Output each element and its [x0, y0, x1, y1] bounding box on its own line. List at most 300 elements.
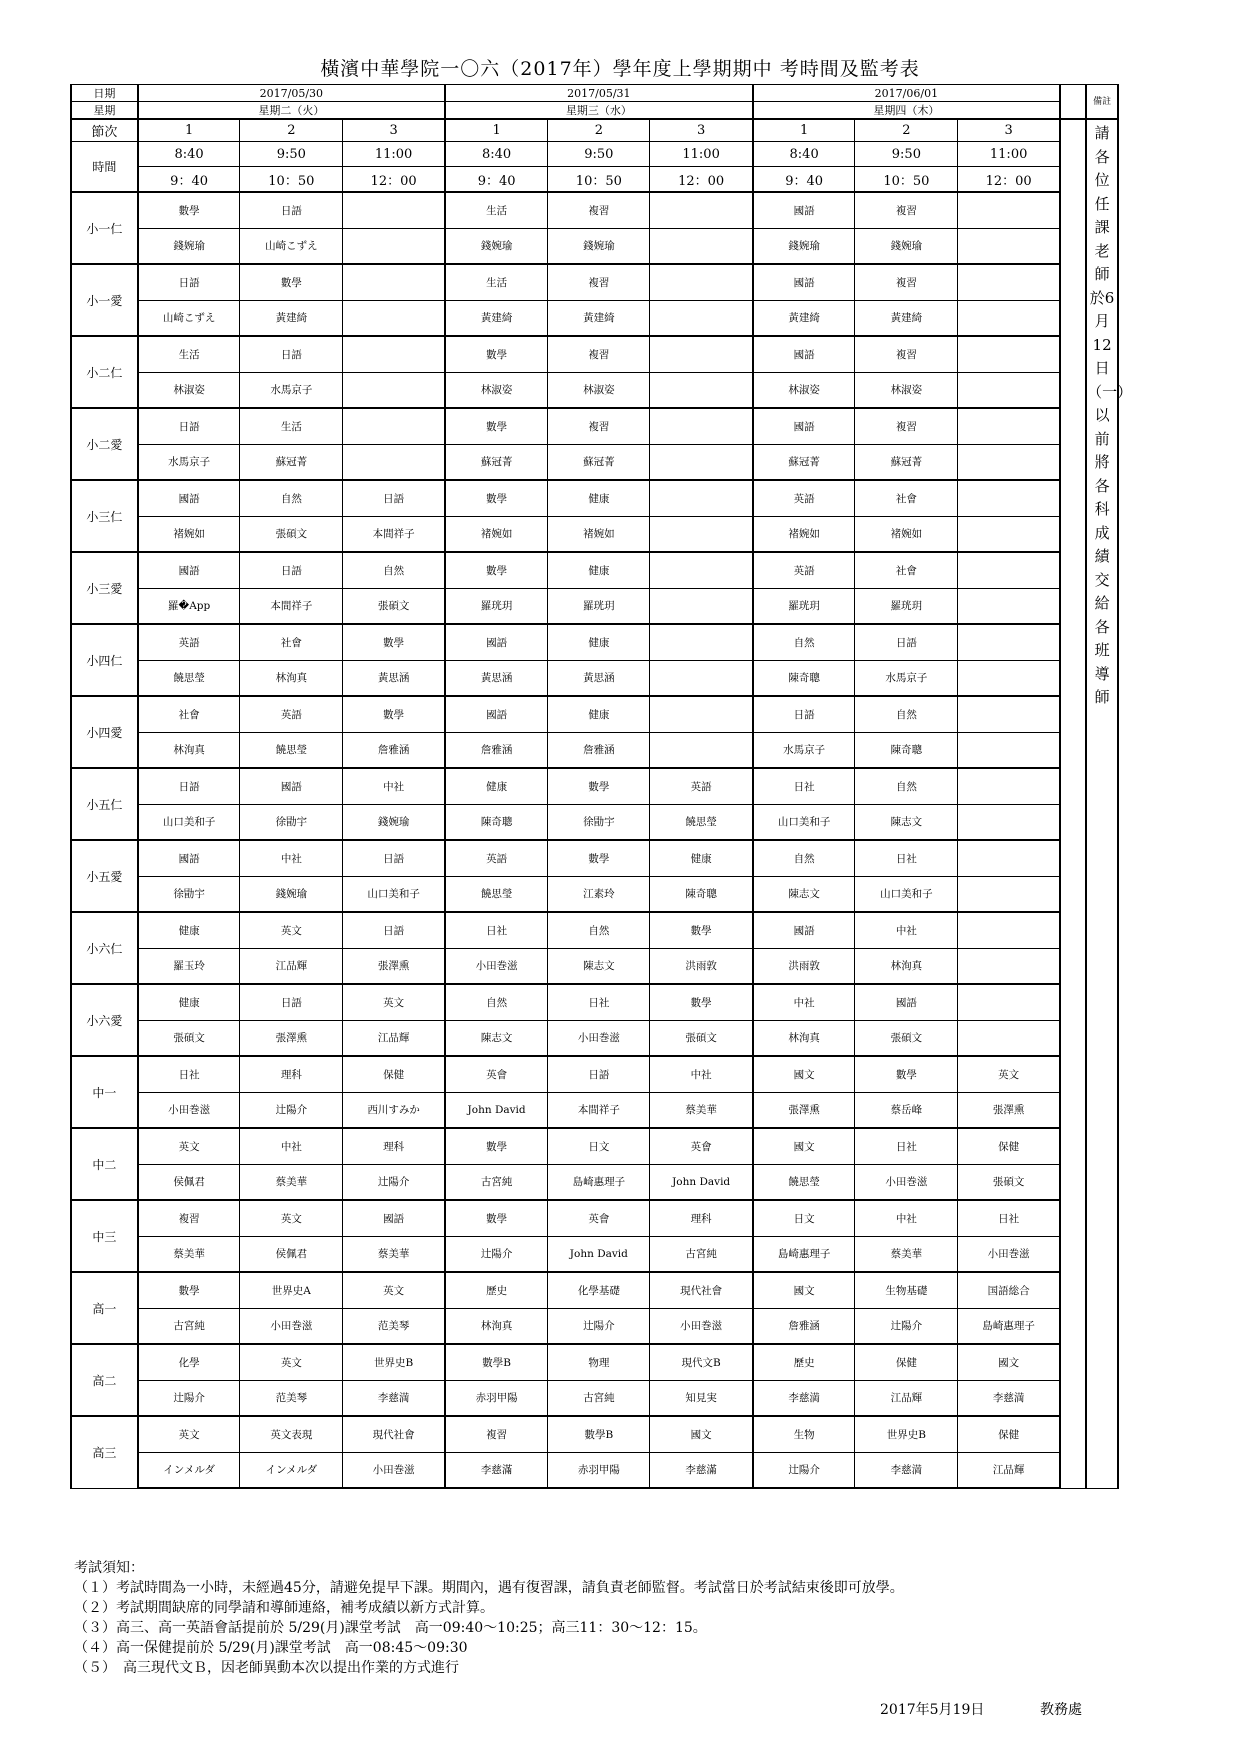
time-end-row — [71, 167, 1118, 193]
subject-cell: 自然 — [445, 984, 548, 1020]
proctor-cell: 古宮純 — [138, 1308, 240, 1344]
class-proctor-row — [71, 300, 1118, 336]
subject-cell: 數學 — [650, 984, 753, 1020]
subject-cell: 數學 — [445, 408, 548, 444]
date-row — [71, 85, 1118, 102]
subject-cell: 日社 — [855, 840, 958, 876]
subject-cell: 複習 — [855, 336, 958, 372]
proctor-cell: 黃思涵 — [548, 660, 650, 696]
proctor-cell: 蔡美華 — [138, 1236, 240, 1272]
proctor-cell: 侯佩君 — [138, 1164, 240, 1200]
subject-cell: 國文 — [753, 1128, 855, 1164]
page-title: 橫濱中華學院一〇六（2017年）學年度上學期期中 考時間及監考表 — [320, 58, 920, 80]
subject-cell: 英文 — [240, 1200, 343, 1236]
proctor-cell: 詹雅涵 — [548, 732, 650, 768]
class-proctor-row — [71, 1380, 1118, 1416]
class-subject-row — [71, 768, 1118, 804]
subject-cell: 現代社會 — [650, 1272, 753, 1308]
proctor-cell: 小田巻滋 — [650, 1308, 753, 1344]
subject-cell: 日語 — [240, 552, 343, 588]
proctor-cell: 詹雅涵 — [445, 732, 548, 768]
proctor-cell: 林淑姿 — [548, 372, 650, 408]
proctor-cell: 蘇冠菁 — [753, 444, 855, 480]
spacer-cell — [1060, 85, 1086, 120]
time-end: 9：40 — [445, 167, 548, 193]
time-start: 8:40 — [138, 142, 240, 167]
subject-cell — [958, 912, 1060, 948]
proctor-cell — [650, 444, 753, 480]
proctor-cell: 陳奇聰 — [753, 660, 855, 696]
proctor-cell: 水馬京子 — [855, 660, 958, 696]
subject-cell: 理科 — [650, 1200, 753, 1236]
proctor-cell: 山口美和子 — [343, 876, 445, 912]
subject-cell — [958, 624, 1060, 660]
class-name: 小六愛 — [71, 984, 138, 1056]
proctor-cell: 辻陽介 — [240, 1092, 343, 1128]
proctor-cell: 羅珖玥 — [445, 588, 548, 624]
subject-cell: 自然 — [855, 696, 958, 732]
subject-cell: 健康 — [548, 624, 650, 660]
subject-cell: 現代社會 — [343, 1416, 445, 1452]
proctor-cell: 張碩文 — [855, 1020, 958, 1056]
proctor-cell: 山崎こずえ — [240, 228, 343, 264]
subject-cell: 日語 — [343, 840, 445, 876]
subject-cell: 複習 — [855, 264, 958, 300]
subject-cell: 健康 — [138, 912, 240, 948]
subject-cell: 日語 — [240, 984, 343, 1020]
subject-cell: 健康 — [548, 480, 650, 516]
time-end: 9：40 — [753, 167, 855, 193]
proctor-cell: 林洵真 — [138, 732, 240, 768]
subject-cell — [650, 336, 753, 372]
subject-cell: 生物 — [753, 1416, 855, 1452]
proctor-cell: 陳志文 — [445, 1020, 548, 1056]
class-proctor-row — [71, 948, 1118, 984]
subject-cell — [343, 192, 445, 228]
subject-cell: 日語 — [548, 1056, 650, 1092]
subject-cell: 日文 — [753, 1200, 855, 1236]
period-number: 2 — [240, 119, 343, 142]
proctor-cell: 蘇冠菁 — [548, 444, 650, 480]
subject-cell: 日社 — [958, 1200, 1060, 1236]
subject-cell: 國語 — [138, 480, 240, 516]
subject-cell: 國語 — [445, 696, 548, 732]
proctor-cell: 小田巻滋 — [445, 948, 548, 984]
class-proctor-row — [71, 1020, 1118, 1056]
subject-cell: 世界史B — [343, 1344, 445, 1380]
exam-date: 2017/05/30 — [138, 85, 445, 102]
period-number: 1 — [753, 119, 855, 142]
subject-cell — [343, 264, 445, 300]
subject-cell: 歷史 — [753, 1344, 855, 1380]
proctor-cell — [650, 732, 753, 768]
subject-cell: 數學B — [548, 1416, 650, 1452]
subject-cell — [958, 840, 1060, 876]
proctor-cell: 李慈満 — [343, 1380, 445, 1416]
exam-schedule-table — [70, 84, 1133, 1489]
proctor-cell: 山口美和子 — [138, 804, 240, 840]
proctor-cell: 辻陽介 — [343, 1164, 445, 1200]
subject-cell: 日社 — [753, 768, 855, 804]
proctor-cell: 林淑姿 — [855, 372, 958, 408]
proctor-cell: 黃建綺 — [753, 300, 855, 336]
proctor-cell: 羅玉玲 — [138, 948, 240, 984]
proctor-cell — [958, 732, 1060, 768]
proctor-cell: 李慈滿 — [445, 1452, 548, 1488]
subject-cell: 保健 — [343, 1056, 445, 1092]
proctor-cell: 李慈満 — [958, 1380, 1060, 1416]
proctor-cell — [958, 444, 1060, 480]
subject-cell: 自然 — [753, 624, 855, 660]
period-row — [71, 119, 1118, 142]
class-subject-row — [71, 1056, 1118, 1092]
subject-cell: 国語総合 — [958, 1272, 1060, 1308]
proctor-cell: 徐勖宇 — [548, 804, 650, 840]
subject-cell: 複習 — [548, 192, 650, 228]
class-subject-row — [71, 984, 1118, 1020]
subject-cell: 生物基礎 — [855, 1272, 958, 1308]
class-proctor-row — [71, 1092, 1118, 1128]
proctor-cell — [650, 660, 753, 696]
spacer-cell — [1060, 119, 1086, 1488]
subject-cell — [958, 984, 1060, 1020]
class-name: 中二 — [71, 1128, 138, 1200]
subject-cell: 數學 — [343, 624, 445, 660]
subject-cell: 國文 — [650, 1416, 753, 1452]
proctor-cell: 張碩文 — [240, 516, 343, 552]
proctor-cell: 黃建綺 — [240, 300, 343, 336]
subject-cell: 世界史A — [240, 1272, 343, 1308]
class-name: 小四愛 — [71, 696, 138, 768]
proctor-cell: 饒思瑩 — [753, 1164, 855, 1200]
subject-cell: 國語 — [138, 552, 240, 588]
subject-cell — [958, 552, 1060, 588]
subject-cell — [343, 336, 445, 372]
subject-cell: 複習 — [138, 1200, 240, 1236]
week-label: 星期 — [71, 102, 138, 120]
subject-cell: 英文 — [240, 912, 343, 948]
period-number: 3 — [650, 119, 753, 142]
proctor-cell: 山崎こずえ — [138, 300, 240, 336]
class-subject-row — [71, 336, 1118, 372]
subject-cell: 複習 — [548, 336, 650, 372]
subject-cell: 英文 — [958, 1056, 1060, 1092]
subject-cell: 複習 — [855, 408, 958, 444]
time-start: 9:50 — [240, 142, 343, 167]
subject-cell: 國語 — [753, 264, 855, 300]
proctor-cell: 蔡美華 — [240, 1164, 343, 1200]
proctor-cell: 褚婉如 — [445, 516, 548, 552]
proctor-cell — [958, 804, 1060, 840]
exam-weekday: 星期二（火） — [138, 102, 445, 120]
proctor-cell: 蔡岳峰 — [855, 1092, 958, 1128]
class-subject-row — [71, 1128, 1118, 1164]
class-name: 小二仁 — [71, 336, 138, 408]
proctor-cell: 錢婉瑜 — [240, 876, 343, 912]
proctor-cell: 江品輝 — [343, 1020, 445, 1056]
proctor-cell: 饒思瑩 — [445, 876, 548, 912]
remark-text: 請各位任課老師於6月12日（一）以前將各科成績交給各班導師 — [1086, 119, 1118, 1488]
proctor-cell: 侯佩君 — [240, 1236, 343, 1272]
subject-cell: 社會 — [855, 480, 958, 516]
subject-cell — [958, 696, 1060, 732]
subject-cell: 國文 — [958, 1344, 1060, 1380]
class-proctor-row — [71, 1452, 1118, 1488]
proctor-cell: 黃建綺 — [445, 300, 548, 336]
class-subject-row — [71, 192, 1118, 228]
subject-cell: 數學 — [445, 1200, 548, 1236]
proctor-cell: 古宮純 — [445, 1164, 548, 1200]
proctor-cell: 島崎惠理子 — [958, 1308, 1060, 1344]
time-end: 10：50 — [855, 167, 958, 193]
subject-cell: 生活 — [240, 408, 343, 444]
proctor-cell: 西川すみか — [343, 1092, 445, 1128]
exam-weekday: 星期三（水） — [445, 102, 753, 120]
period-number: 3 — [343, 119, 445, 142]
proctor-cell: 范美琴 — [343, 1308, 445, 1344]
time-start: 9:50 — [548, 142, 650, 167]
proctor-cell: 錢婉瑜 — [138, 228, 240, 264]
subject-cell — [650, 624, 753, 660]
class-subject-row — [71, 408, 1118, 444]
proctor-cell: 張碩文 — [650, 1020, 753, 1056]
proctor-cell: 洪雨敦 — [753, 948, 855, 984]
proctor-cell: 李慈満 — [753, 1380, 855, 1416]
class-subject-row — [71, 1272, 1118, 1308]
subject-cell: 國文 — [753, 1272, 855, 1308]
subject-cell: 現代文B — [650, 1344, 753, 1380]
proctor-cell — [343, 372, 445, 408]
proctor-cell: 島崎惠理子 — [753, 1236, 855, 1272]
subject-cell — [343, 408, 445, 444]
class-name: 小二愛 — [71, 408, 138, 480]
proctor-cell: 知見実 — [650, 1380, 753, 1416]
subject-cell: 中社 — [240, 1128, 343, 1164]
subject-cell: 理科 — [343, 1128, 445, 1164]
proctor-cell — [958, 516, 1060, 552]
time-end: 9：40 — [138, 167, 240, 193]
subject-cell — [958, 480, 1060, 516]
proctor-cell: 徐勖宇 — [138, 876, 240, 912]
subject-cell: 國語 — [240, 768, 343, 804]
subject-cell: 物理 — [548, 1344, 650, 1380]
subject-cell: 英文 — [240, 1344, 343, 1380]
proctor-cell: 羅�App — [138, 588, 240, 624]
subject-cell: 英語 — [240, 696, 343, 732]
exam-date: 2017/05/31 — [445, 85, 753, 102]
class-name: 中三 — [71, 1200, 138, 1272]
subject-cell: 社會 — [855, 552, 958, 588]
class-name: 小三仁 — [71, 480, 138, 552]
proctor-cell — [958, 948, 1060, 984]
subject-cell: 中社 — [240, 840, 343, 876]
class-name: 小六仁 — [71, 912, 138, 984]
subject-cell: 日社 — [855, 1128, 958, 1164]
subject-cell: 日語 — [343, 480, 445, 516]
time-start: 11:00 — [650, 142, 753, 167]
proctor-cell: 羅珖玥 — [548, 588, 650, 624]
proctor-cell: 水馬京子 — [240, 372, 343, 408]
class-proctor-row — [71, 732, 1118, 768]
remark-label: 備註 — [1086, 85, 1118, 120]
period-label: 節次 — [71, 119, 138, 142]
proctor-cell: John David — [650, 1164, 753, 1200]
proctor-cell — [650, 300, 753, 336]
proctor-cell: 辻陽介 — [138, 1380, 240, 1416]
proctor-cell: John David — [548, 1236, 650, 1272]
subject-cell: 保健 — [958, 1416, 1060, 1452]
exam-weekday: 星期四（木） — [753, 102, 1060, 120]
proctor-cell — [958, 1020, 1060, 1056]
subject-cell: 英文 — [138, 1416, 240, 1452]
subject-cell: 英文表現 — [240, 1416, 343, 1452]
subject-cell: 英語 — [753, 552, 855, 588]
proctor-cell: 褚婉如 — [138, 516, 240, 552]
proctor-cell: 蘇冠菁 — [445, 444, 548, 480]
subject-cell: 數學 — [445, 552, 548, 588]
proctor-cell: 張澤熏 — [753, 1092, 855, 1128]
proctor-cell: 李慈滿 — [650, 1452, 753, 1488]
subject-cell: 英語 — [650, 768, 753, 804]
proctor-cell — [343, 228, 445, 264]
proctor-cell: 蘇冠菁 — [855, 444, 958, 480]
subject-cell: 數學 — [650, 912, 753, 948]
time-label: 時間 — [71, 142, 138, 193]
proctor-cell: 蘇冠菁 — [240, 444, 343, 480]
subject-cell — [958, 768, 1060, 804]
class-proctor-row — [71, 516, 1118, 552]
subject-cell: 歷史 — [445, 1272, 548, 1308]
subject-cell: 化學基礎 — [548, 1272, 650, 1308]
proctor-cell: 山口美和子 — [855, 876, 958, 912]
class-subject-row — [71, 696, 1118, 732]
class-subject-row — [71, 1344, 1118, 1380]
proctor-cell: 辻陽介 — [753, 1452, 855, 1488]
subject-cell: 數學 — [445, 1128, 548, 1164]
proctor-cell — [958, 372, 1060, 408]
issue-date: 2017年5月19日 — [880, 1702, 985, 1718]
class-subject-row — [71, 1200, 1118, 1236]
date-label: 日期 — [71, 85, 138, 102]
proctor-cell: 小田巻滋 — [138, 1092, 240, 1128]
proctor-cell: 本間祥子 — [240, 588, 343, 624]
class-subject-row — [71, 1416, 1118, 1452]
proctor-cell: 李慈満 — [855, 1452, 958, 1488]
subject-cell: 英語 — [445, 840, 548, 876]
proctor-cell: 饒思瑩 — [650, 804, 753, 840]
proctor-cell: 小田巻滋 — [855, 1164, 958, 1200]
class-name: 高二 — [71, 1344, 138, 1416]
proctor-cell: 古宮純 — [548, 1380, 650, 1416]
subject-cell: 健康 — [548, 696, 650, 732]
subject-cell: 國語 — [445, 624, 548, 660]
subject-cell: 日社 — [548, 984, 650, 1020]
subject-cell: 國語 — [753, 336, 855, 372]
proctor-cell: 蔡美華 — [855, 1236, 958, 1272]
proctor-cell: 褚婉如 — [548, 516, 650, 552]
class-proctor-row — [71, 588, 1118, 624]
proctor-cell: 陳奇聰 — [445, 804, 548, 840]
proctor-cell: 錢婉瑜 — [445, 228, 548, 264]
class-proctor-row — [71, 372, 1118, 408]
class-proctor-row — [71, 804, 1118, 840]
proctor-cell: 陳志文 — [548, 948, 650, 984]
proctor-cell — [958, 300, 1060, 336]
subject-cell: 國文 — [753, 1056, 855, 1092]
subject-cell: 數學 — [548, 840, 650, 876]
subject-cell: 日語 — [240, 192, 343, 228]
subject-cell: 化學 — [138, 1344, 240, 1380]
note-item: （５） 高三現代文Ｂ，因老師異動本次以提出作業的方式進行 — [74, 1660, 459, 1676]
proctor-cell: 小田巻滋 — [240, 1308, 343, 1344]
subject-cell: 保健 — [855, 1344, 958, 1380]
subject-cell — [650, 552, 753, 588]
proctor-cell — [650, 372, 753, 408]
proctor-cell: 蔡美華 — [343, 1236, 445, 1272]
proctor-cell: 張碩文 — [958, 1164, 1060, 1200]
proctor-cell: 錢婉瑜 — [753, 228, 855, 264]
proctor-cell: 林淑姿 — [138, 372, 240, 408]
proctor-cell: 江素玲 — [548, 876, 650, 912]
proctor-cell: 小田巻滋 — [343, 1452, 445, 1488]
period-number: 2 — [855, 119, 958, 142]
proctor-cell — [343, 444, 445, 480]
proctor-cell: 古宮純 — [650, 1236, 753, 1272]
proctor-cell: 張澤熏 — [343, 948, 445, 984]
subject-cell: 數學 — [138, 192, 240, 228]
subject-cell: 中社 — [855, 912, 958, 948]
time-start: 9:50 — [855, 142, 958, 167]
class-subject-row — [71, 624, 1118, 660]
notes-heading: 考試須知： — [74, 1560, 144, 1576]
proctor-cell: 黃思涵 — [343, 660, 445, 696]
subject-cell: 自然 — [240, 480, 343, 516]
subject-cell — [958, 192, 1060, 228]
note-item: （４）高一保健提前於 5/29(月)課堂考試 高一08:45～09:30 — [74, 1640, 468, 1656]
note-item: （１）考試時間為一小時，未經過45分，請避免提早下課。期間內，遇有復習課，請負責老師監督。考試當日於考試結束後即可放學。 — [74, 1580, 904, 1596]
subject-cell: 生活 — [138, 336, 240, 372]
subject-cell: 數學 — [343, 696, 445, 732]
note-item: （３）高三、高一英語會話提前於 5/29(月)課堂考試 高一09:40～10:25；高三11：30～12：15。 — [74, 1620, 707, 1636]
subject-cell: 日語 — [343, 912, 445, 948]
class-subject-row — [71, 552, 1118, 588]
class-subject-row — [71, 264, 1118, 300]
proctor-cell: 黃建綺 — [548, 300, 650, 336]
proctor-cell: 辻陽介 — [855, 1308, 958, 1344]
class-subject-row — [71, 480, 1118, 516]
proctor-cell: 陳志文 — [753, 876, 855, 912]
proctor-cell: 詹雅涵 — [343, 732, 445, 768]
proctor-cell: 錢婉瑜 — [343, 804, 445, 840]
proctor-cell: 赤羽甲陽 — [445, 1380, 548, 1416]
proctor-cell: 錢婉瑜 — [548, 228, 650, 264]
subject-cell: 國語 — [855, 984, 958, 1020]
proctor-cell: 錢婉瑜 — [855, 228, 958, 264]
proctor-cell: 小田巻滋 — [958, 1236, 1060, 1272]
subject-cell: 國語 — [753, 408, 855, 444]
time-start: 8:40 — [753, 142, 855, 167]
proctor-cell: 林洵真 — [240, 660, 343, 696]
subject-cell: 英文 — [343, 1272, 445, 1308]
subject-cell: 英語 — [753, 480, 855, 516]
subject-cell — [958, 336, 1060, 372]
subject-cell: 複習 — [548, 264, 650, 300]
proctor-cell: 詹雅涵 — [753, 1308, 855, 1344]
subject-cell: 日語 — [138, 408, 240, 444]
subject-cell — [650, 192, 753, 228]
subject-cell: 中社 — [650, 1056, 753, 1092]
proctor-cell: 張碩文 — [343, 588, 445, 624]
